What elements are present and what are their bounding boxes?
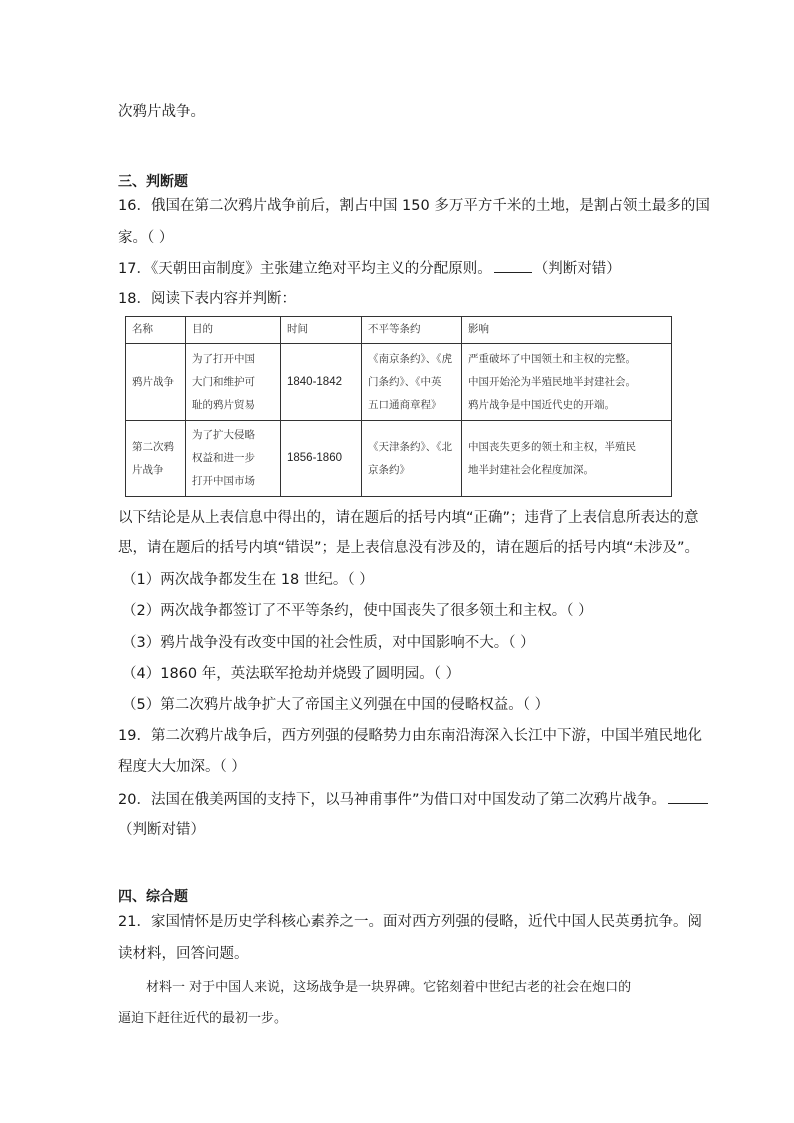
question-19-line2: 程度大大加深。（ ） [118,759,246,775]
table-row [126,421,672,497]
treaties-cell: 《南京条约》、《虎 门条约》、《中英 五口通商章程》 [362,344,462,421]
question-18-item-3: （3）鸦片战争没有改变中国的社会性质，对中国影响不大。（ ） [122,635,535,651]
question-18-item-5: （5）第二次鸦片战争扩大了帝国主义列强在中国的侵略权益。（ ） [122,697,550,713]
table-header-row [126,317,672,344]
material-1-line1: 材料一 对于中国人来说，这场战争是一块界碑。它铭刻着中世纪古老的社会在炮口的 [146,980,632,995]
wars-comparison-table [125,316,672,497]
impact-cell: 严重破坏了中国领土和主权的完整。 中国开始沦为半殖民地半封建社会。 鸦片战争是中国近代史的开端。 [462,344,672,421]
header-cell: 时间 [281,317,362,344]
question-20-line2: （判断对错） [118,822,205,838]
question-17 [118,258,621,279]
answer-blank[interactable] [494,258,532,273]
question-18-intro: 18．阅读下表内容并判断： [118,291,296,307]
header-cell: 名称 [126,317,186,344]
question-17-text: 17．《天朝田亩制度》主张建立绝对平均主义的分配原则。 [118,261,492,277]
question-21-line1: 21．家国情怀是历史学科核心素养之一。面对西方列强的侵略，近代中国人民英勇抗争。阅 [118,914,702,930]
question-19-line1: 19．第二次鸦片战争后，西方列强的侵略势力由东南沿海深入长江中下游，中国半殖民地化 [118,728,702,744]
material-1-line2: 逼迫下赶往近代的最初一步。 [118,1011,288,1026]
treaties-cell: 《天津条约》、《北 京条约》 [362,421,462,497]
question-18-item-2: （2）两次战争都签订了不平等条约，使中国丧失了很多领土和主权。（ ） [122,603,593,619]
question-18-instruction-line1: 以下结论是从上表信息中得出的，请在题后的括号内填“正确”；违背了上表信息所表达的意 [118,510,699,526]
impact-cell: 中国丧失更多的领土和主权，半殖民 地半封建社会化程度加深。 [462,421,672,497]
name-cell: 第二次鸦 片战争 [126,421,186,497]
question-17-suffix: （判断对错） [533,261,621,277]
answer-blank[interactable] [668,789,708,804]
table-row [126,344,672,421]
question-16-line1: 16．俄国在第二次鸦片战争前后，割占中国 150 多万平方千米的土地，是割占领土最多的国 [118,198,710,214]
section-4-heading: 四、综合题 [118,889,188,905]
question-18-item-4: （4）1860 年，英法联军抢劫并烧毁了圆明园。（ ） [122,666,461,682]
time-cell: 1856-1860 [281,421,362,497]
header-cell: 影响 [462,317,672,344]
question-21-line2: 读材料，回答问题。 [118,946,249,962]
question-20-text: 20．法国在俄美两国的支持下，以马神甫事件”为借口对中国发动了第二次鸦片战争。 [118,792,666,808]
time-cell: 1840-1842 [281,344,362,421]
question-16-line2: 家。（ ） [118,230,174,246]
top-fragment: 次鸦片战争。 [118,104,205,120]
header-cell: 目的 [186,317,281,344]
header-cell: 不平等条约 [362,317,462,344]
section-3-heading: 三、判断题 [118,174,188,190]
purpose-cell: 为了打开中国 大门和维护可 耻的鸦片贸易 [186,344,281,421]
question-18-item-1: （1）两次战争都发生在 18 世纪。（ ） [122,572,374,588]
purpose-cell: 为了扩大侵略 权益和进一步 打开中国市场 [186,421,281,497]
question-20-line1 [118,789,710,810]
name-cell: 鸦片战争 [126,344,186,421]
question-18-instruction-line2: 思，请在题后的括号内填“错误”；是上表信息没有涉及的，请在题后的括号内填“未涉及”。 [118,540,700,556]
